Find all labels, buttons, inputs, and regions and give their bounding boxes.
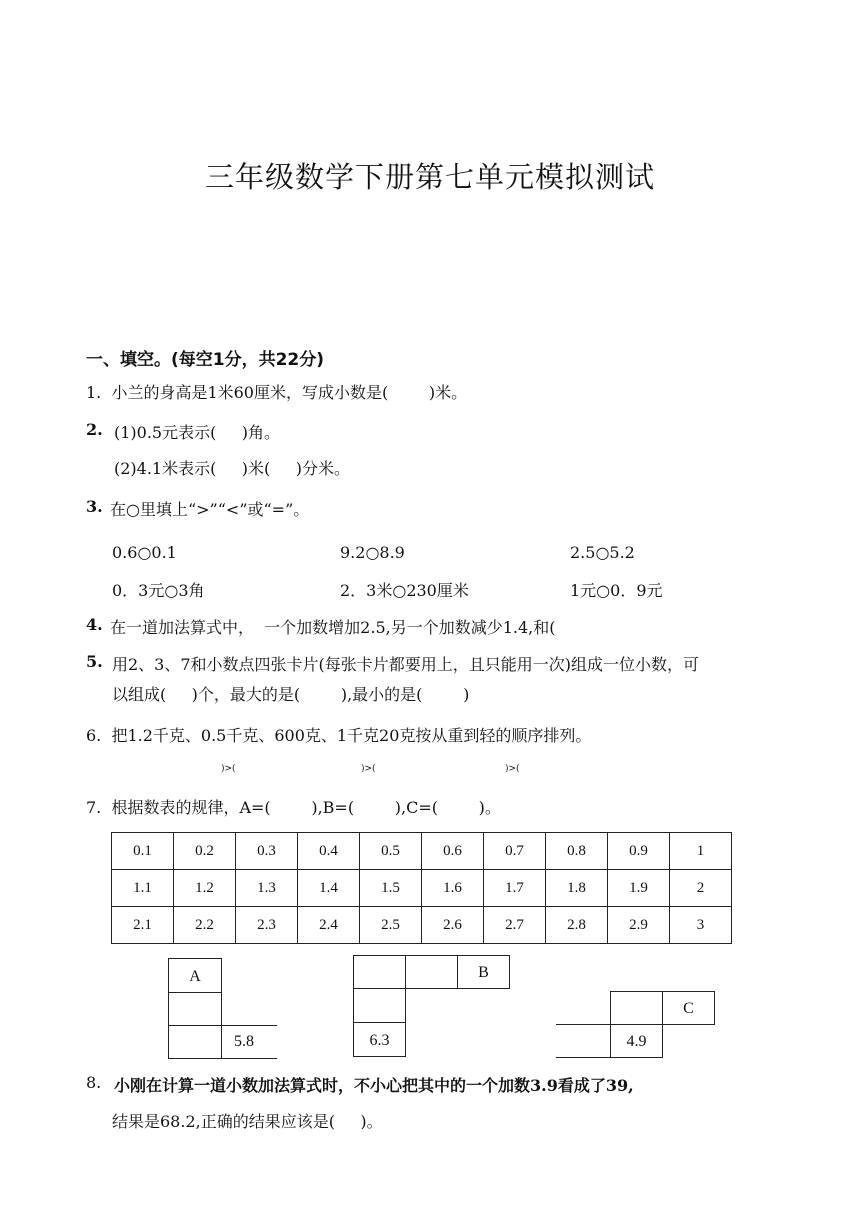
order-mark: )>(: [221, 764, 236, 774]
fragment-a-label-cell: A: [168, 958, 222, 993]
fragment-c-cell: [610, 991, 663, 1025]
question-5-line-1: 用2、3、7和小数点四张卡片(每张卡片都要用上，且只能用一次)组成一位小数，可: [112, 655, 700, 674]
table-cell: 2.9: [608, 907, 670, 944]
table-cell: 2.6: [422, 907, 484, 944]
question-7: 7. 根据数表的规律，A=( ),B=( ),C=( )。: [86, 798, 501, 817]
table-cell: 0.6: [422, 833, 484, 870]
table-cell: 1.8: [546, 870, 608, 907]
fragment-a-cell: [168, 1025, 222, 1059]
table-cell: 1.3: [236, 870, 298, 907]
table-cell: 1.2: [174, 870, 236, 907]
question-5-number: 5.: [86, 652, 103, 671]
table-cell: 3: [670, 907, 732, 944]
order-mark: )>(: [505, 764, 520, 774]
fragment-b-label-cell: B: [457, 955, 510, 989]
table-cell: 0.2: [174, 833, 236, 870]
table-cell: 2: [670, 870, 732, 907]
table-cell: 0.7: [484, 833, 546, 870]
table-row: [112, 907, 732, 944]
fragment-c-line: [556, 1057, 612, 1058]
table-cell: 2.5: [360, 907, 422, 944]
table-cell: 0.1: [112, 833, 174, 870]
fragment-c-label-cell: C: [662, 991, 715, 1025]
fragment-a-value: 5.8: [234, 1033, 254, 1050]
table-cell: 1: [670, 833, 732, 870]
fragment-a-cell: [168, 992, 222, 1026]
compare-item: 9.2○8.9: [340, 543, 405, 562]
table-cell: 1.7: [484, 870, 546, 907]
table-cell: 2.7: [484, 907, 546, 944]
question-4-number: 4.: [86, 615, 103, 634]
compare-item: 0．3元○3角: [112, 581, 205, 600]
question-5-line-2: 以组成( )个，最大的是( ),最小的是( ): [112, 685, 470, 704]
question-8-number: 8.: [86, 1073, 102, 1092]
table-cell: 0.5: [360, 833, 422, 870]
question-3-number: 3.: [86, 497, 103, 516]
fragment-c-line: [556, 1024, 612, 1025]
page-title: 三年级数学下册第七单元模拟测试: [204, 160, 655, 194]
table-cell: 1.5: [360, 870, 422, 907]
table-cell: 2.4: [298, 907, 360, 944]
table-cell: 1.1: [112, 870, 174, 907]
question-2-number: 2.: [86, 420, 103, 439]
table-cell: 0.3: [236, 833, 298, 870]
question-4: 在一道加法算式中， 一个加数增加2.5,另一个加数减少1.4,和(: [110, 618, 556, 637]
question-2-part-2: (2)4.1米表示( )米( )分米。: [114, 459, 350, 478]
table-row: [112, 870, 732, 907]
fragment-b-value-cell: 6.3: [353, 1022, 406, 1057]
question-3: 在○里填上“>”“<”或“=”。: [110, 500, 310, 519]
table-cell: 2.8: [546, 907, 608, 944]
question-8-line-2: 结果是68.2,正确的结果应该是( )。: [112, 1112, 383, 1131]
table-cell: 1.4: [298, 870, 360, 907]
section-heading-fill-blank: 一、填空。(每空1分，共22分): [86, 350, 325, 370]
table-row: [112, 833, 732, 870]
question-6: 6. 把1.2千克、0.5千克、600克、1千克20克按从重到轻的顺序排列。: [86, 726, 592, 745]
table-cell: 0.4: [298, 833, 360, 870]
compare-item: 2.5○5.2: [570, 543, 635, 562]
question-1: 1. 小兰的身高是1米60厘米，写成小数是( )米。: [86, 383, 468, 402]
order-mark: )>(: [361, 764, 376, 774]
fragment-a-line: [221, 1058, 277, 1059]
table-cell: 0.9: [608, 833, 670, 870]
fragment-b-cell: [405, 955, 458, 989]
compare-item: 1元○0．9元: [570, 581, 663, 600]
table-cell: 1.6: [422, 870, 484, 907]
table-cell: 2.1: [112, 907, 174, 944]
table-cell: 2.2: [174, 907, 236, 944]
compare-item: 0.6○0.1: [112, 543, 177, 562]
table-cell: 2.3: [236, 907, 298, 944]
table-cell: 1.9: [608, 870, 670, 907]
compare-item: 2．3米○230厘米: [340, 581, 469, 600]
fragment-a-line: [221, 1025, 277, 1026]
fragment-c-value-cell: 4.9: [610, 1024, 663, 1058]
fragment-b-cell: [353, 988, 406, 1023]
question-8-line-1: 小刚在计算一道小数加法算式时，不小心把其中的一个加数3.9看成了39,: [114, 1076, 634, 1095]
number-table: [111, 832, 732, 944]
question-2-part-1: (1)0.5元表示( )角。: [114, 423, 281, 442]
fragment-b-cell: [353, 955, 406, 989]
table-cell: 0.8: [546, 833, 608, 870]
